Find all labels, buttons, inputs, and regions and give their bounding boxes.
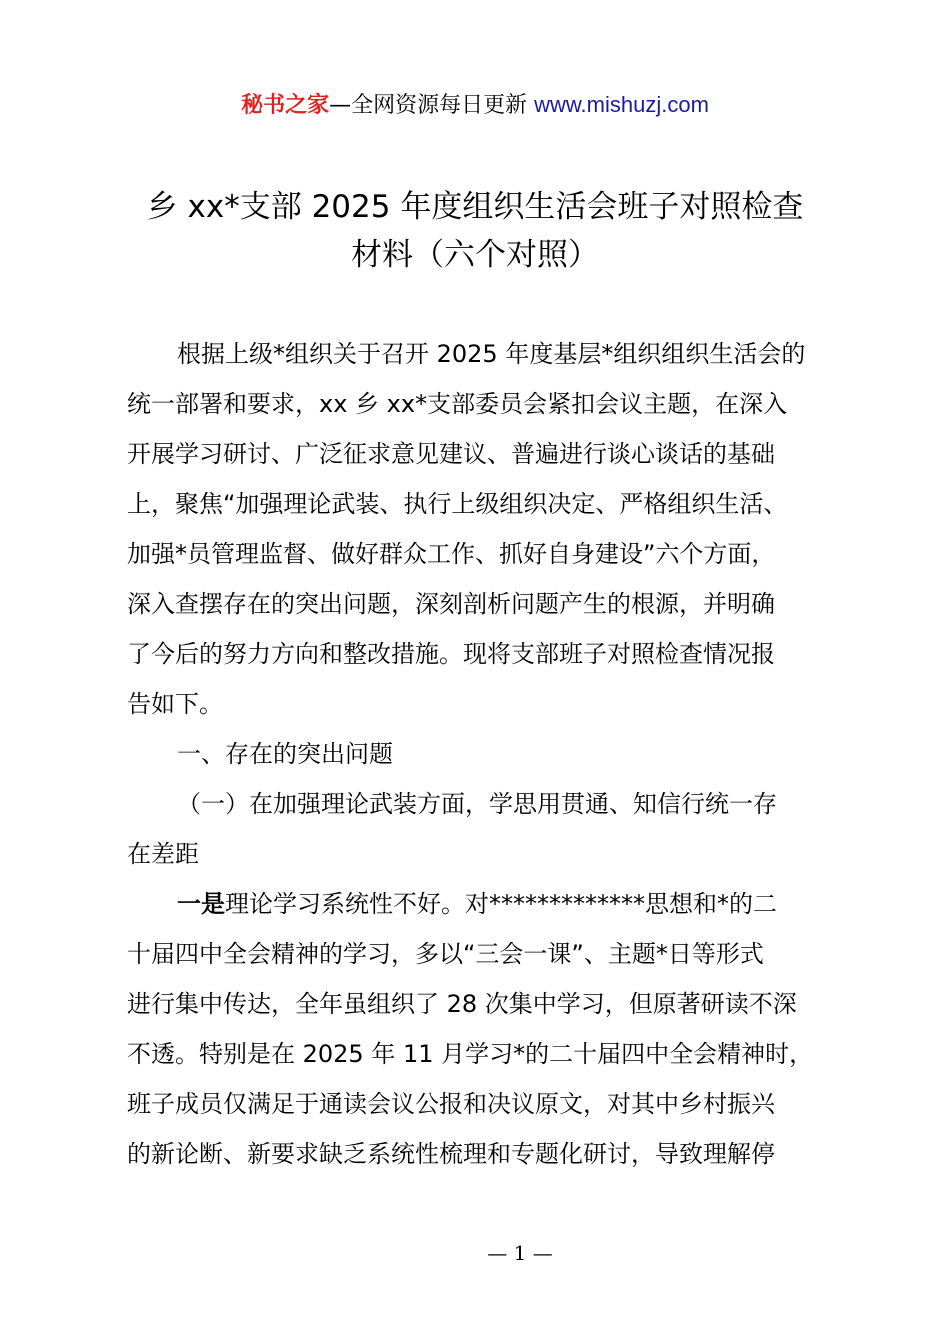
paragraph-line: 的新论断、新要求缺乏系统性梳理和专题化研讨，导致理解停: [127, 1140, 775, 1168]
brand-name: 秘书之家: [241, 93, 330, 118]
paragraph-line: 开展学习研讨、广泛征求意见建议、普遍进行谈心谈话的基础: [127, 440, 775, 468]
document-title: [100, 183, 850, 279]
title-line: 乡 xx*支部 2025 年度组织生活会班子对照检查: [146, 189, 804, 225]
paragraph-line: 不透。特别是在 2025 年 11 月学习*的二十届四中全会精神时，: [127, 1040, 814, 1068]
paragraph-line: 统一部署和要求，xx 乡 xx*支部委员会紧扣会议主题，在深入: [127, 390, 788, 418]
page-number: — 1 —: [487, 1241, 553, 1265]
site-banner: [0, 90, 950, 121]
paragraph-line: 班子成员仅满足于通读会议公报和决议原文，对其中乡村振兴: [127, 1090, 775, 1118]
point-first-line-text: 理论学习系统性不好。对*************思想和*的二: [225, 890, 777, 918]
paragraph-line: 根据上级*组织关于召开 2025 年度基层*组织组织生活会的: [177, 340, 806, 368]
section-heading: 一、存在的突出问题: [177, 740, 393, 768]
point-first-line: [127, 879, 837, 929]
intro-paragraph: [127, 329, 837, 1179]
paragraph-line: 十届四中全会精神的学习，多以“三会一课”、主题*日等形式: [127, 940, 764, 968]
subsection-heading-line: （一）在加强理论武装方面，学思用贯通、知信行统一存: [177, 790, 777, 818]
banner-slogan: —全网资源每日更新: [329, 93, 535, 118]
paragraph-line: 加强*员管理监督、做好群众工作、抓好自身建设”六个方面，: [127, 540, 776, 568]
paragraph-line: 上，聚焦“加强理论武装、执行上级组织决定、严格组织生活、: [127, 490, 788, 518]
paragraph-line: 告如下。: [127, 690, 223, 718]
subsection-heading-line: 在差距: [127, 840, 199, 868]
paragraph-line: 了今后的努力方向和整改措施。现将支部班子对照检查情况报: [127, 640, 775, 668]
title-line: 材料（六个对照）: [351, 237, 599, 273]
paragraph-line: 进行集中传达，全年虽组织了 28 次集中学习，但原著研读不深: [127, 990, 797, 1018]
paragraph-line: 深入查摆存在的突出问题，深刻剖析问题产生的根源，并明确: [127, 590, 775, 618]
point-lead: 一是: [177, 890, 225, 918]
site-url-link[interactable]: www.mishuzj.com: [534, 92, 709, 117]
